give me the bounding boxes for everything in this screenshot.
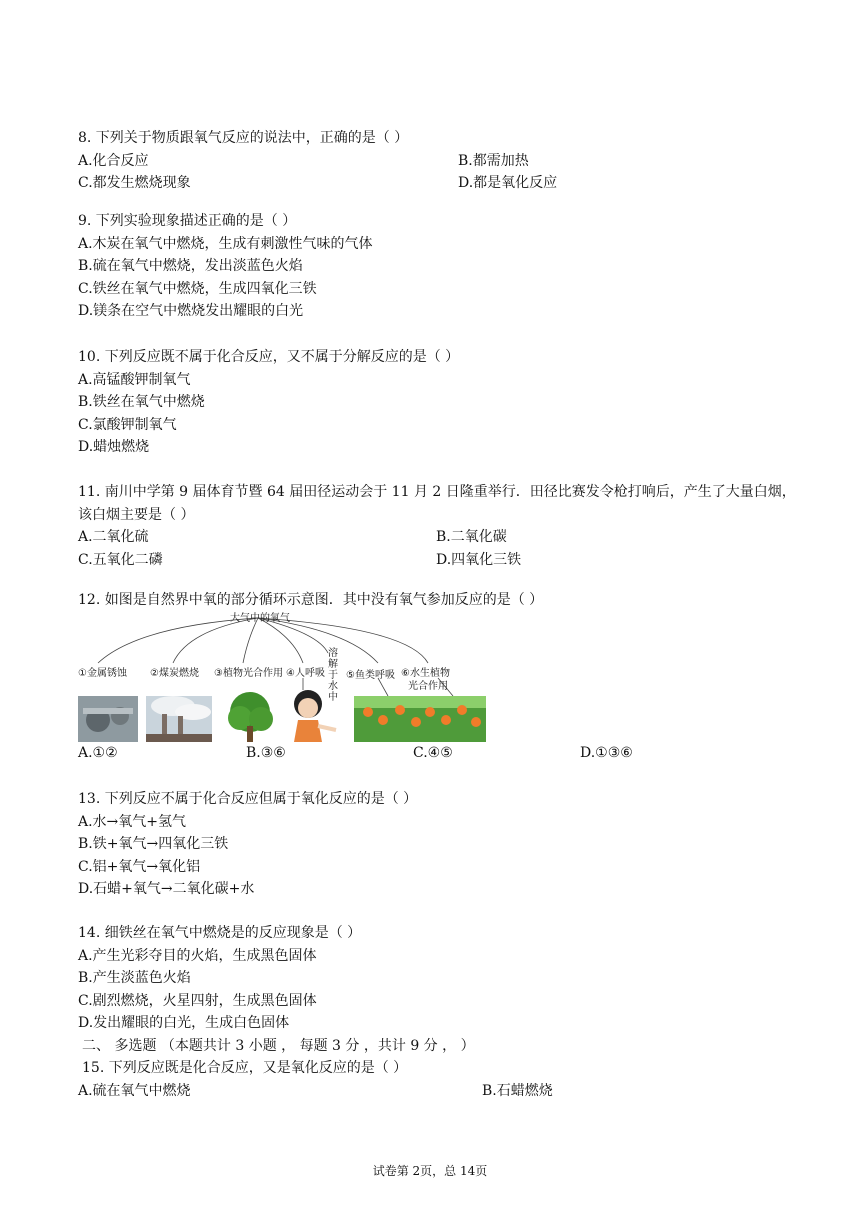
option-d: D.石蜡+氧气→二氧化碳+水 [78,881,255,897]
option-a: A.产生光彩夺目的火焰，生成黑色固体 [78,947,317,964]
figure-label-1: ①金属锈蚀 [78,668,127,679]
option-d: D.蜡烛燃烧 [78,439,150,455]
figure-label-4: ④人呼吸 [286,668,325,679]
option-b: B.石蜡燃烧 [482,1082,553,1099]
option-c: C.氯酸钾制氧气 [78,416,177,433]
rusty-metal-picture [78,696,138,742]
option-c: C.铝+氧气→氧化铝 [78,858,201,875]
figure-label-2: ②煤炭燃烧 [150,668,199,679]
option-d: D.镁条在空气中燃烧发出耀眼的白光 [78,303,304,319]
option-c: C.都发生燃烧现象 [78,175,191,191]
option-b: B.二氧化碳 [436,529,507,545]
question-stem: 12. 如图是自然界中氧的部分循环示意图．其中没有氧气参加反应的是（ ） [78,592,544,608]
figure-label-3: ③植物光合作用 [214,668,283,679]
question-11 [78,481,800,571]
question-stem: 14. 细铁丝在氧气中燃烧是的反应现象是（ ） [78,925,362,941]
question-14 [78,922,800,1057]
q12-option-b: B.③⑥ [246,745,286,761]
question-stem: 9. 下列实验现象描述正确的是（ ） [78,213,297,229]
question-8 [78,127,800,195]
question-15 [78,1057,800,1102]
option-b: B.产生淡蓝色火焰 [78,970,191,986]
option-a: A.木炭在氧气中燃烧，生成有刺激性气味的气体 [78,235,373,252]
tree-picture [228,692,273,742]
option-c: C.剧烈燃烧，火星四射，生成黑色固体 [78,992,317,1009]
q12-option-a: A.①② [78,745,118,761]
option-d: D.发出耀眼的白光，生成白色固体 [78,1015,290,1031]
page-footer: 试卷第 2页，总 14页 [372,1164,488,1178]
option-d: D.四氧化三铁 [436,551,522,568]
option-a: A.水→氧气+氢气 [78,813,187,830]
figure-label-6b: 光合作用 [408,681,448,692]
q12-option-d: D.①③⑥ [580,745,633,761]
option-a: A.高锰酸钾制氧气 [78,371,191,388]
question-9 [78,210,800,323]
question-13 [78,788,800,901]
figure-dissolve-label: 溶 解 于 水 中 [328,648,338,703]
option-b: B.都需加热 [458,152,529,169]
q12-option-c: C.④⑤ [413,745,453,761]
factory-smoke-picture [146,696,212,742]
figure-top-label: 大气中的氧气 [230,613,290,624]
oxygen-cycle-figure [78,608,498,748]
question-stem: 10. 下列反应既不属于化合反应，又不属于分解反应的是（ ） [78,349,460,365]
option-c: C.五氧化二磷 [78,551,163,568]
option-b: B.硫在氧气中燃烧，发出淡蓝色火焰 [78,258,303,274]
option-a: A.化合反应 [78,152,149,169]
option-d: D.都是氧化反应 [458,175,558,191]
figure-label-6a: ⑥水生植物 [401,668,450,679]
question-stem: 11. 南川中学第 9 届体育节暨 64 届田径运动会于 11 月 2 日隆重举行．田径比赛发令枪打响后，产生了大量白烟，该白烟主要是（ ） [78,484,796,523]
option-b: B.铁+氧气→四氧化三铁 [78,836,229,852]
question-stem: 8. 下列关于物质跟氧气反应的说法中，正确的是（ ） [78,130,409,146]
question-stem: 13. 下列反应不属于化合反应但属于氧化反应的是（ ） [78,791,418,807]
question-10 [78,346,800,459]
figure-label-5: ⑤鱼类呼吸 [346,670,395,681]
option-b: B.铁丝在氧气中燃烧 [78,394,205,410]
option-a: A.硫在氧气中燃烧 [78,1082,191,1099]
section-heading: 二、 多选题 （本题共计 3 小题 ， 每题 3 分 ，共计 9 分 ， ） [82,1037,475,1054]
question-stem: 15. 下列反应既是化合反应，又是氧化反应的是（ ） [82,1060,408,1076]
option-c: C.铁丝在氧气中燃烧，生成四氧化三铁 [78,280,317,297]
water-plants-picture [354,696,486,742]
option-a: A.二氧化硫 [78,529,149,545]
